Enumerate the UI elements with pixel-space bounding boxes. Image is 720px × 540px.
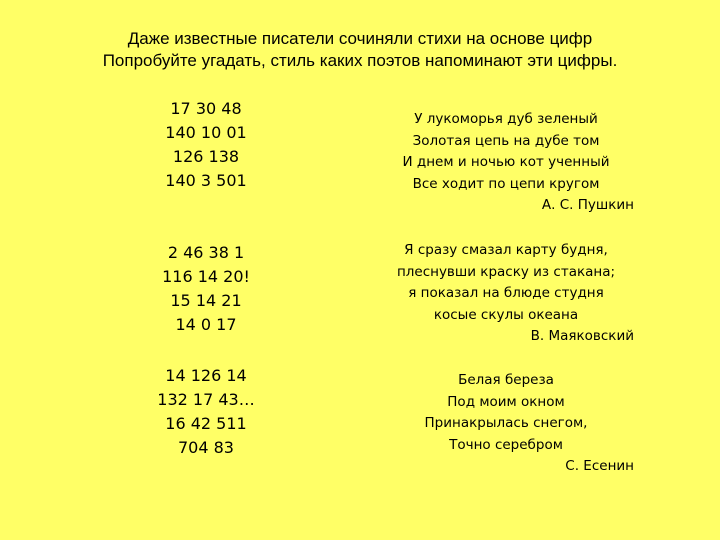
poem-line: У лукоморья дуб зеленый — [414, 111, 598, 127]
page-title — [0, 28, 720, 72]
number-code-pushkin — [120, 97, 292, 193]
number-line: 132 17 43… — [157, 390, 255, 409]
number-line: 14 126 14 — [165, 366, 247, 385]
poem-line: И днем и ночью кот ученный — [402, 154, 610, 170]
number-line: 14 0 17 — [175, 315, 237, 334]
title-line-1: Даже известные писатели сочиняли стихи на основе цифр — [127, 29, 593, 48]
number-line: 140 3 501 — [165, 171, 247, 190]
poem-line: косые скулы океана — [433, 306, 579, 323]
poem-line: Принакрылась снегом, — [424, 415, 588, 431]
number-line: 116 14 20! — [162, 267, 250, 286]
number-line: 2 46 38 1 — [167, 243, 245, 262]
number-line: 16 42 511 — [165, 414, 247, 433]
poem-line: Все ходит по цепи кругом — [412, 175, 600, 192]
number-line: 15 14 21 — [170, 291, 242, 310]
number-line: 140 10 01 — [165, 123, 247, 142]
poem-author: В. Маяковский — [530, 328, 634, 344]
poem-line: Точно серебром — [449, 436, 563, 453]
poem-line: Я сразу смазал карту будня, — [404, 242, 608, 258]
poem-esenin — [375, 370, 637, 478]
poem-mayakovsky — [375, 240, 637, 348]
title-line-2: Попробуйте угадать, стиль каких поэтов напоминают эти цифры. — [102, 51, 618, 70]
poem-line: Золотая цепь на дубе том — [412, 132, 600, 149]
number-line: 126 138 — [172, 147, 240, 166]
poem-line: Белая береза — [458, 372, 554, 388]
poem-line: Под моим окном — [447, 393, 565, 410]
number-code-mayakovsky — [120, 241, 292, 337]
poem-author: С. Есенин — [565, 458, 634, 474]
poem-line: плеснувши краску из стакана; — [396, 263, 616, 280]
poem-pushkin — [375, 109, 637, 217]
poem-line: я показал на блюде студня — [408, 285, 604, 301]
number-line: 17 30 48 — [170, 99, 242, 118]
poem-author: А. С. Пушкин — [541, 197, 634, 213]
number-line: 704 83 — [178, 438, 234, 457]
number-code-esenin — [120, 364, 292, 460]
